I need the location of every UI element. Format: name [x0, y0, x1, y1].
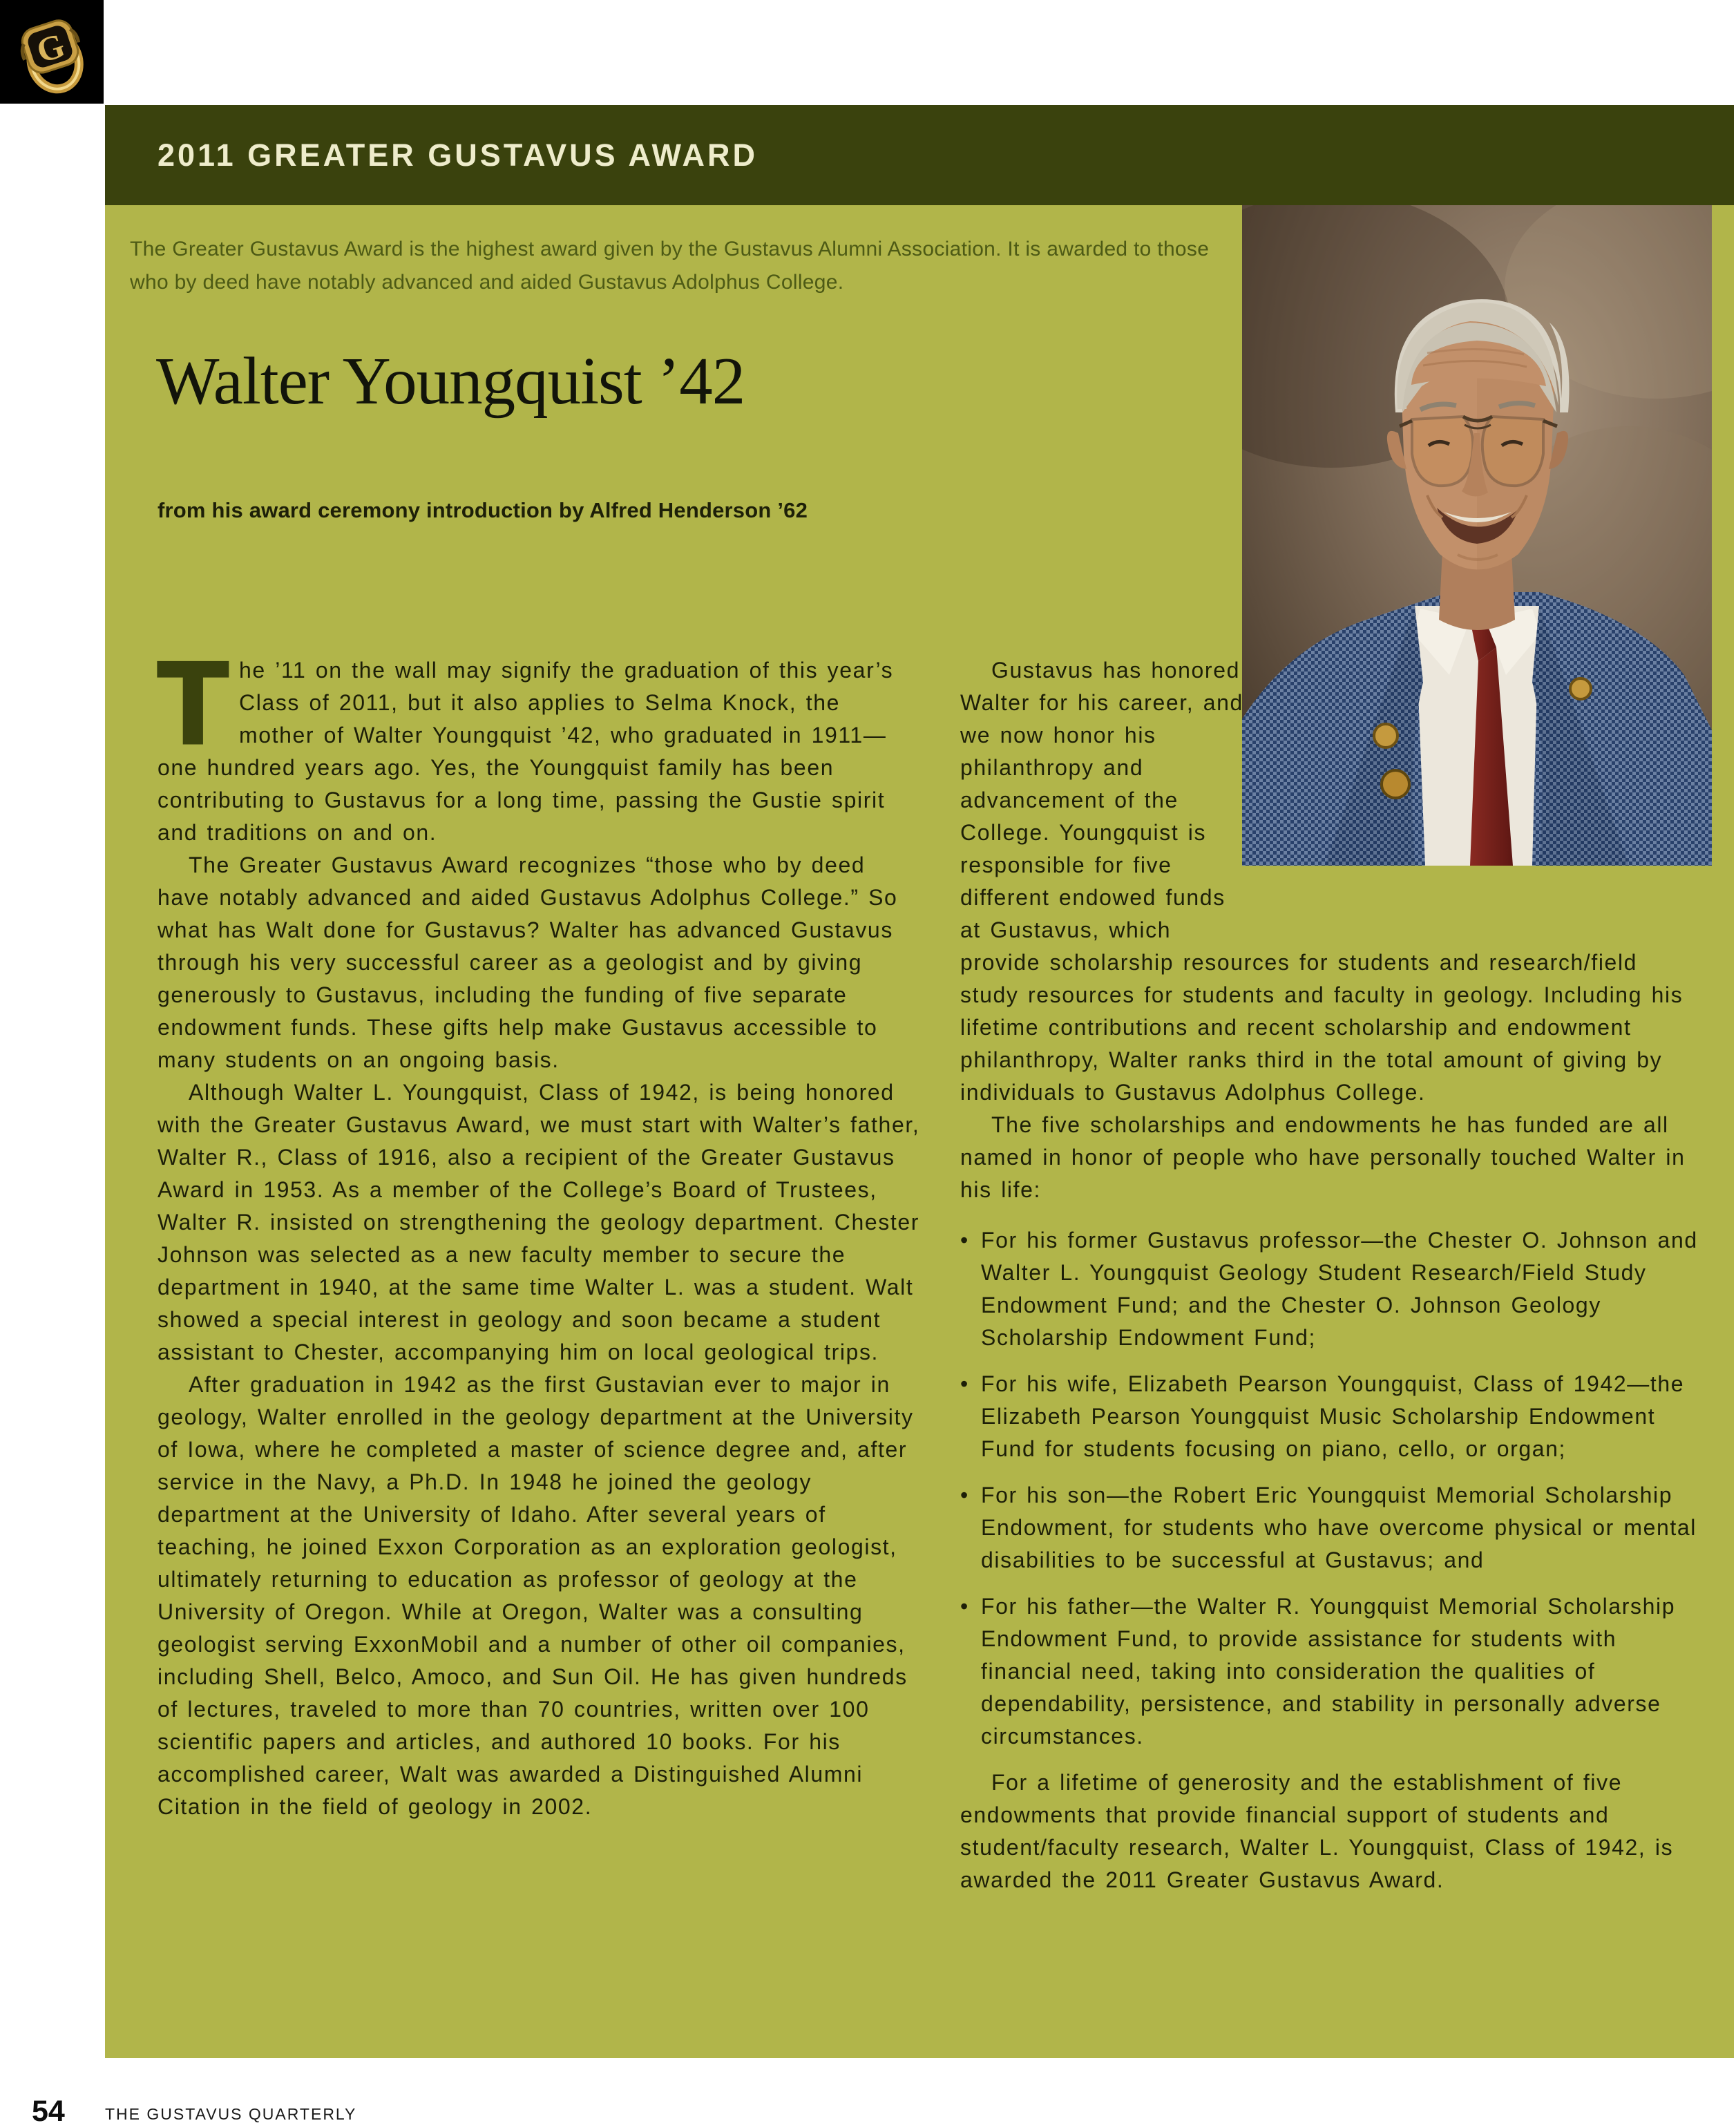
- drop-cap: T: [158, 638, 229, 768]
- paragraph: [158, 638, 920, 849]
- paragraph: The Greater Gustavus Award recognizes “those who by deed have notably advanced and aided Gustavus Adolphus College.” So what has Walt done for Gustavus? Walter has advanced Gustavus through his very successful career as a geologist and by giving generously to Gustavus, including the funding of five separate endowment funds. These gifts help make Gustavus accessible to many students on an ongoing basis.: [158, 853, 898, 1072]
- award-description: The Greater Gustavus Award is the highest award given by the Gustavus Alumni Association. It is awarded to those who by deed have notably advanced and aided Gustavus Adolphus College.: [130, 238, 1210, 294]
- paragraph: The five scholarships and endowments he has funded are all named in honor of people who have personally touched Walter in his life:: [960, 1112, 1686, 1202]
- endowment-item: • For his former Gustavus professor—the Chester O. Johnson and Walter L. Youngquist Geology Student Research/Field Study Endowment Fund; and the Chester O. Johnson Geology Scholarship Endowment Fund;: [960, 1224, 1705, 1354]
- class-ring-logo: [0, 0, 104, 104]
- endowment-list: [960, 1224, 1705, 1753]
- endowment-item: • For his father—the Walter R. Youngquist Memorial Scholarship Endowment Fund, to provide assistance for students with financial need, taking into consideration the qualities of dependability, persistence, and stability in personally adverse circumstances.: [960, 1590, 1705, 1753]
- paragraph: After graduation in 1942 as the first Gustavian ever to major in geology, Walter enrolled in the geology department at the University of Iowa, where he completed a master of science degree and, after service in the Navy, a Ph.D. In 1948 he joined the geology department at the University of Idaho. After several years of teaching, he joined Exxon Corporation as an exploration geologist, ultimately returning to education as professor of geology at the University of Oregon. While at Oregon, Walter was a consulting geologist serving ExxonMobil and a number of other oil companies, including Shell, Belco, Amoco, and Sun Oil. He has given hundreds of lectures, traveled to more than 70 countries, written over 100 scientific papers and articles, and authored 10 books. For his accomplished career, Walt was awarded a Distinguished Alumni Citation in the field of geology in 2002.: [158, 1372, 914, 1819]
- endowment-item: • For his wife, Elizabeth Pearson Youngquist, Class of 1942—the Elizabeth Pearson Youngquist Music Scholarship Endowment Fund for students focusing on piano, cello, or organ;: [960, 1368, 1705, 1465]
- article-title: Walter Youngquist ’42: [156, 344, 745, 418]
- article-column-right: [960, 654, 1705, 1896]
- svg-text:G: G: [31, 25, 70, 70]
- article-column-left: [158, 638, 920, 1823]
- content-panel: [105, 205, 1734, 2058]
- class-ring-icon: [10, 8, 94, 95]
- publication-name: THE GUSTAVUS QUARTERLY: [105, 2105, 357, 2123]
- paragraph-text: he ’11 on the wall may signify the graduation of this year’s Class of 2011, but it also applies to Selma Knock, the mother of Walter Youngquist ’42, who graduated in 1911—one hundred years ago. Yes, the Youngquist family has been contributing to Gustavus for a long time, passing the Gustie spirit and traditions on and on.: [158, 658, 894, 845]
- section-header-bar: [105, 105, 1734, 205]
- article-byline: from his award ceremony introduction by Alfred Henderson ’62: [158, 498, 808, 522]
- section-kicker: 2011 GREATER GUSTAVUS AWARD: [158, 137, 758, 173]
- paragraph: Although Walter L. Youngquist, Class of 1942, is being honored with the Greater Gustavus Award, we must start with Walter’s father, Walter R., Class of 1916, also a recipient of the Greater Gustavus Award in 1953. As a member of the College’s Board of Trustees, Walter R. insisted on strengthening the geology department. Chester Johnson was selected as a new faculty member to secure the department in 1940, at the same time Walter L. was a student. Walt showed a special interest in geology and soon became a student assistant to Chester, accompanying him on local geological trips.: [158, 1080, 920, 1364]
- paragraph: For a lifetime of generosity and the establishment of five endowments that provide financial support of students and student/faculty research, Walter L. Youngquist, Class of 1942, is awarded the 2011 Greater Gustavus Award.: [960, 1770, 1674, 1892]
- page-number: 54: [32, 2095, 65, 2123]
- photo-wrap-spacer: [1243, 654, 1705, 915]
- paragraph: Gustavus has honored Walter for his career, and we now honor his philanthropy and advancement of the College. Youngquist is responsible for five different endowed funds at Gustavus, which provide scholarship resources for students and research/field study resources for students and faculty in geology. Including his lifetime contributions and recent scholarship and endowment philanthropy, Walter ranks third in the total amount of giving by individuals to Gustavus Adolphus College.: [960, 658, 1683, 1105]
- endowment-item: • For his son—the Robert Eric Youngquist Memorial Scholarship Endowment, for students who have overcome physical or mental disabilities to be successful at Gustavus; and: [960, 1479, 1705, 1577]
